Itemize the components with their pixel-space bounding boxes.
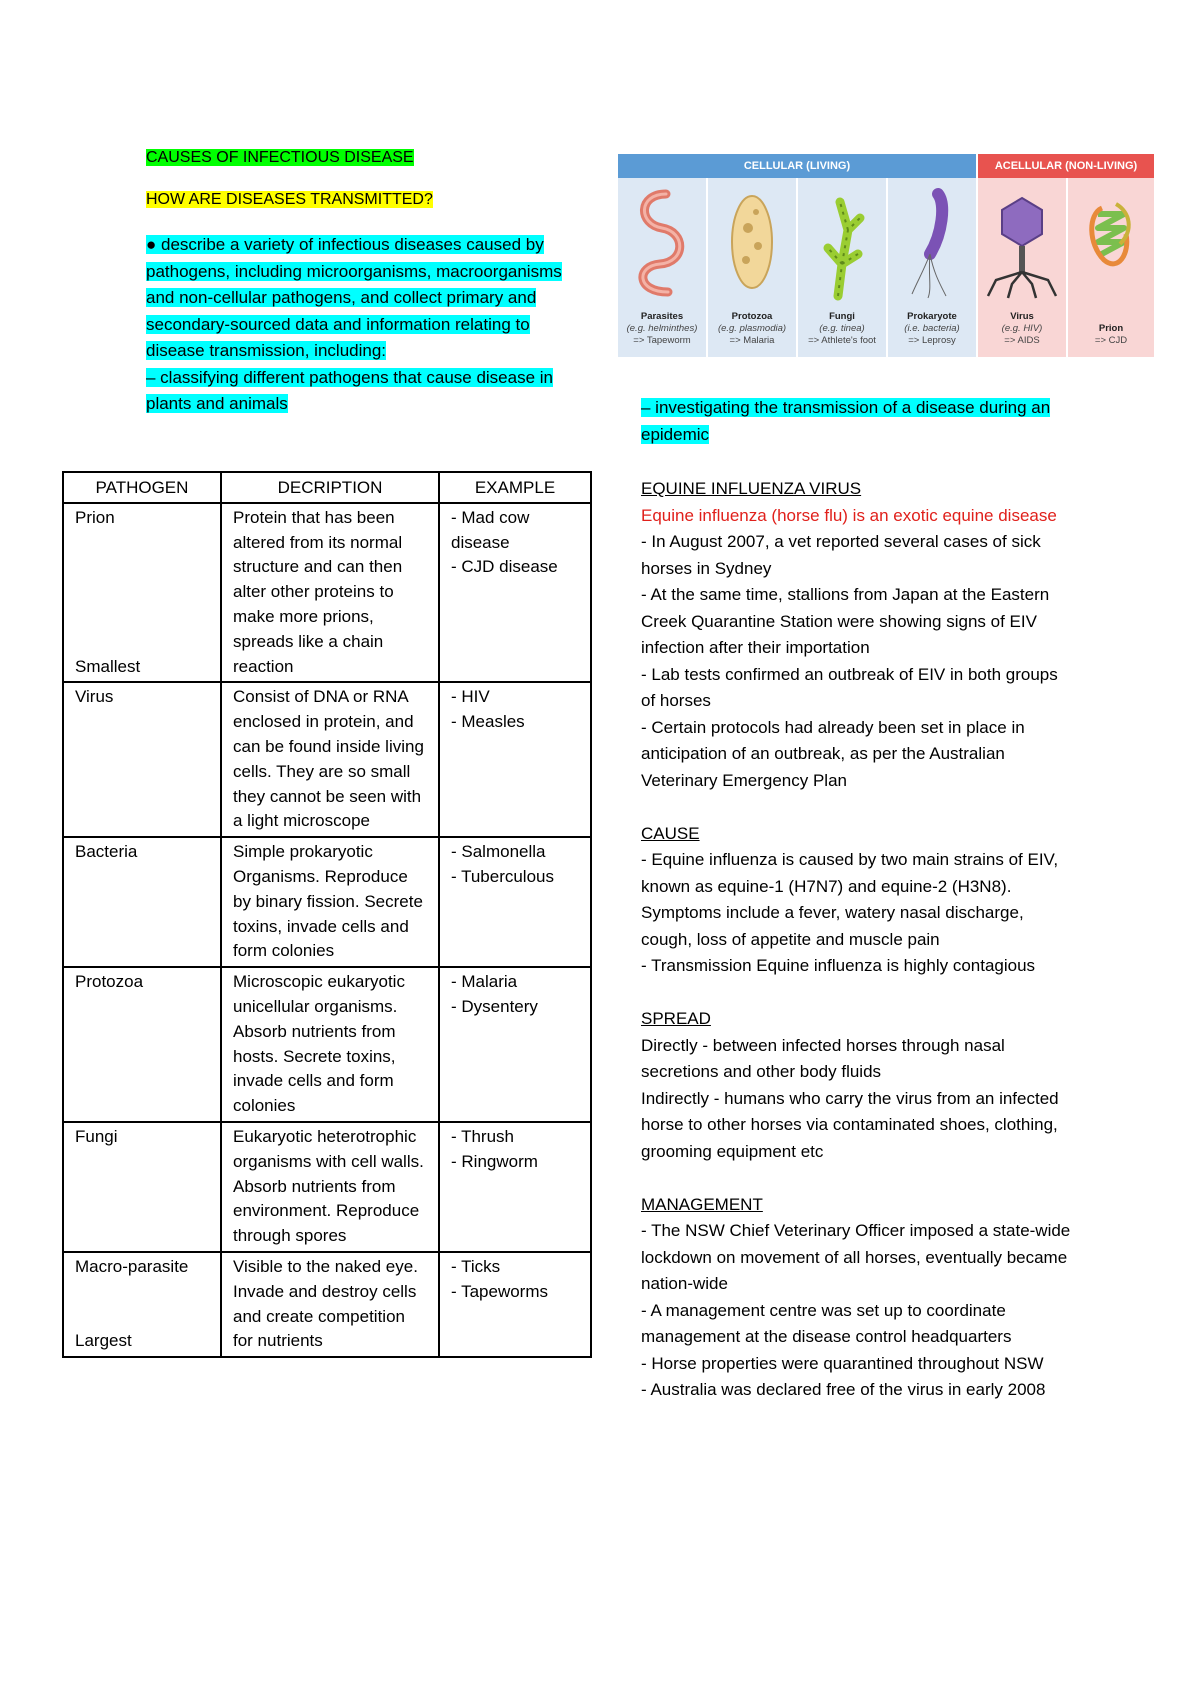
header-pathogen: PATHOGEN [63,472,221,503]
description-cell: Eukaryotic heterotrophic organisms with cell walls. Absorb nutrients from environment. Reproduce through spores [221,1122,439,1252]
example-item: - Mad cow disease [451,507,530,552]
virus-name: Virus [1010,311,1034,322]
example-cell [439,1252,591,1357]
syllabus-objective-epidemic [641,395,1071,448]
table-row [63,837,591,967]
spread-title: SPREAD [641,1009,711,1028]
pathogen-name: Prion [75,507,115,527]
example-item: - Ringworm [451,1151,538,1171]
prion-example: => CJD [1094,335,1128,346]
case-study-equine-influenza [641,476,1071,1404]
parasites-eg: (e.g. helminthes) [626,323,698,334]
table-row [63,1252,591,1357]
cellular-label: CELLULAR (LIVING) [743,160,851,172]
panel-virus [978,178,1066,357]
bacteria-icon [888,184,976,304]
fungi-eg: (e.g. tinea) [819,323,865,334]
page-subtitle: HOW ARE DISEASES TRANSMITTED? [146,191,433,208]
example-item: - Salmonella [451,842,546,862]
protozoa-name: Protozoa [731,311,773,322]
management-point: - Australia was declared free of the virus in early 2008 [641,1380,1046,1399]
management-title: MANAGEMENT [641,1194,763,1214]
pathogen-cell [63,1252,221,1357]
example-cell [439,837,591,967]
description-cell: Consist of DNA or RNA enclosed in protein, and can be found inside living cells. They are so small they cannot be seen with a light microscope [221,682,439,837]
objective-point-epidemic: – investigating the transmission of a disease during an epidemic [641,398,1051,444]
prokaryote-example: => Leprosy [908,335,956,346]
worm-icon [618,184,706,304]
example-item: - Thrush [451,1126,514,1146]
pathogen-cell [63,682,221,837]
example-item: - CJD disease [451,557,558,577]
prokaryote-eg: (i.e. bacteria) [904,323,960,334]
management-point: - The NSW Chief Veterinary Officer imposed a state-wide lockdown on movement of all horses, eventually became nation-wide [641,1221,1071,1293]
page-title: CAUSES OF INFECTIOUS DISEASE [146,149,414,166]
acellular-label: ACELLULAR (NON-LIVING) [994,160,1138,172]
protozoa-eg: (e.g. plasmodia) [717,323,787,334]
intro-point: - Lab tests confirmed an outbreak of EIV in both groups of horses [641,664,1058,710]
example-item: - Measles [451,712,525,732]
table-row [63,967,591,1122]
header-description: DECRIPTION [221,472,439,503]
pathogen-table [62,471,592,1358]
prion-icon [1068,184,1154,304]
size-label: Largest [75,1331,132,1351]
intro-point: - At the same time, stallions from Japan at the Eastern Creek Quarantine Station were showing signs of EIV infection after their importation [641,585,1050,657]
cause-point: Symptoms include a fever, watery nasal discharge, cough, loss of appetite and muscle pain [641,903,1024,949]
table-row [63,682,591,837]
parasites-name: Parasites [640,311,684,322]
pathogen-cell [63,967,221,1122]
description-cell: Microscopic eukaryotic unicellular organisms. Absorb nutrients from hosts. Secrete toxins, invade cells and form colonies [221,967,439,1122]
intro-point: - Certain protocols had already been set in place in anticipation of an outbreak, as per the Australian Veterinary Emergency Plan [641,717,1025,790]
example-cell [439,1122,591,1252]
example-cell [439,682,591,837]
panel-prion [1068,178,1154,357]
objective-point-classifying: – classifying different pathogens that cause disease in plants and animals [146,367,554,413]
size-label: Smallest [75,656,141,676]
protozoa-icon [708,184,796,304]
pathogen-cell [63,503,221,683]
panel-parasites [618,178,706,357]
intro-point: - In August 2007, a vet reported several cases of sick horses in Sydney [641,532,1041,578]
example-item: - Tapeworms [451,1281,548,1301]
pathogen-name: Protozoa [75,972,144,992]
fungi-name: Fungi [829,311,855,322]
description-cell: Visible to the naked eye. Invade and destroy cells and create competition for nutrients [221,1252,439,1357]
pathogen-name: Virus [75,687,114,707]
table-header-row [63,472,591,503]
panel-protozoa [708,178,796,357]
protozoa-example: => Malaria [729,335,775,346]
description-cell: Simple prokaryotic Organisms. Reproduce by binary fission. Secrete toxins, invade cells and form colonies [221,837,439,967]
example-item: - Tuberculous [451,866,554,886]
fungi-example: => Athlete's foot [808,335,876,346]
description-cell: Protein that has been altered from its normal structure and can then alter other proteins to make more prions, spreads like a chain reaction [221,503,439,683]
example-item: - HIV [451,687,490,707]
pathogen-classification-figure [618,154,1154,357]
panel-prokaryote [888,178,976,357]
case-study-title: EQUINE INFLUENZA VIRUS [641,479,862,498]
cause-point: - Equine influenza is caused by two main strains of EIV, known as equine-1 (H7N7) and equine-2 (H3N8). [641,850,1059,896]
objective-text: ● describe a variety of infectious diseases caused by pathogens, including microorganisms, macroorganisms and non-cellular pathogens, and collect primary and secondary-sourced data and information relating to disease transmission, including: [146,235,562,360]
panel-fungi [798,178,886,357]
example-cell [439,967,591,1122]
virus-example: => AIDS [1004,335,1040,346]
table-row [63,1122,591,1252]
acellular-header [978,154,1154,178]
example-item: - Ticks [451,1256,501,1276]
prokaryote-name: Prokaryote [907,311,957,322]
management-point: - Horse properties were quarantined throughout NSW [641,1353,1044,1373]
cellular-header [618,154,976,178]
parasites-example: => Tapeworm [633,335,691,346]
prion-name: Prion [1098,323,1124,334]
example-item: - Malaria [451,972,518,992]
pathogen-cell [63,837,221,967]
pathogen-name: Fungi [75,1126,118,1146]
pathogen-name: Bacteria [75,842,138,862]
management-point: - A management centre was set up to coordinate management at the disease control headquarters [641,1300,1012,1346]
cause-title: CAUSE [641,823,700,843]
table-row [63,503,591,683]
virus-eg: (e.g. HIV) [1001,323,1043,334]
example-cell [439,503,591,683]
case-study-intro: Equine influenza (horse flu) is an exotic equine disease [641,505,1057,525]
cause-point: - Transmission Equine influenza is highly contagious [641,956,1036,975]
fungi-icon [798,184,886,304]
pathogen-cell [63,1122,221,1252]
virus-icon [978,184,1066,304]
example-item: - Dysentery [451,996,538,1016]
pathogen-name: Macro-parasite [75,1256,189,1276]
syllabus-objective [146,232,566,418]
spread-point: Indirectly - humans who carry the virus from an infected horse to other horses via contaminated shoes, clothing, grooming equipment etc [641,1088,1059,1161]
spread-point: Directly - between infected horses through nasal secretions and other body fluids [641,1035,1005,1081]
left-header [146,148,566,210]
header-example: EXAMPLE [439,472,591,503]
